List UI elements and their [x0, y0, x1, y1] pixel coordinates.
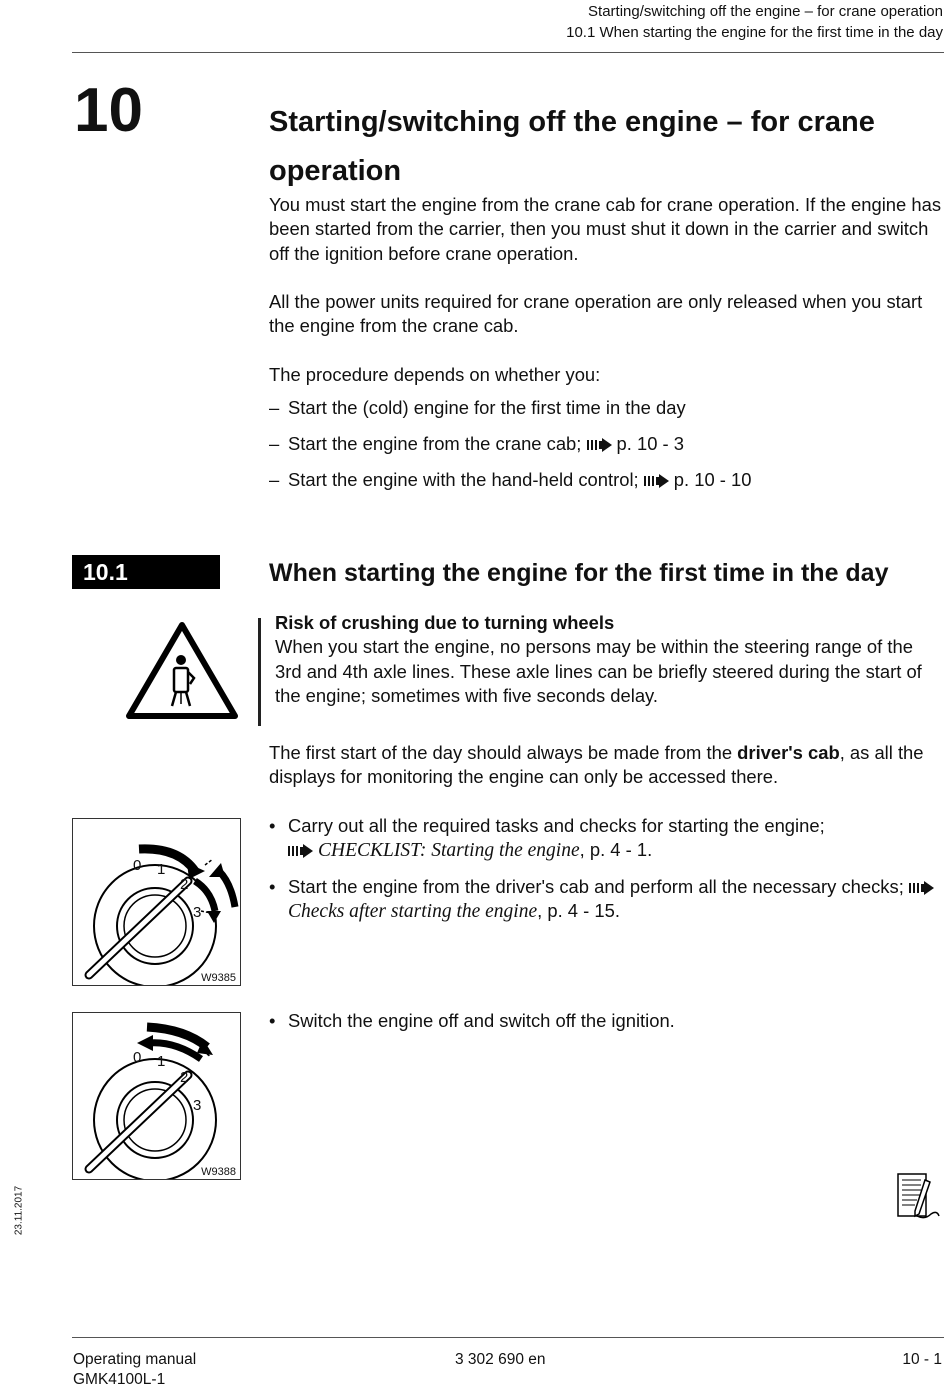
- key-position-0: 0: [133, 1049, 142, 1066]
- cross-reference-page: p. 10 - 10: [673, 469, 752, 490]
- cross-reference-page: , p. 4 - 15.: [537, 900, 620, 922]
- key-position-3: 3: [193, 904, 202, 921]
- warning-text: When you start the engine, no persons may be within the steering range of the 3rd and 4th axle lines. These axle lines can be briefly steered during the start of the engine; sometimes with five seconds delay.: [275, 636, 922, 707]
- warning-title: Risk of crushing due to turning wheels: [275, 612, 615, 633]
- reference-arrow-icon: [909, 881, 935, 895]
- ignition-key-icon: [73, 819, 240, 985]
- reference-arrow-icon: [288, 844, 314, 858]
- footer-page-number: 10 - 1: [902, 1351, 942, 1368]
- bullet-mark: •: [269, 876, 276, 897]
- section-number-badge: 10.1: [72, 555, 220, 589]
- section-paragraph-text-end: , as all the displays for monitoring the engine can only be accessed there.: [269, 742, 924, 788]
- key-position-1: 1: [157, 861, 166, 878]
- bullet-text: Switch the engine off and switch off the ignition.: [288, 1010, 675, 1031]
- warning-block: [275, 611, 943, 709]
- list-item-text: Start the engine with the hand-held control;: [288, 469, 639, 490]
- reference-arrow-icon: [587, 438, 613, 452]
- intro-paragraph-2: All the power units required for crane operation are only released when you start the engine from the crane cab.: [269, 291, 923, 337]
- list-dash: –: [269, 397, 280, 418]
- cross-reference-page: p. 10 - 3: [616, 433, 685, 454]
- checklist-icon: [895, 1172, 941, 1222]
- section-paragraph: [269, 741, 941, 790]
- key-position-2: 2: [180, 1069, 189, 1086]
- warning-crushing-icon: [124, 620, 240, 722]
- section-paragraph-bold: driver's cab: [737, 742, 840, 763]
- bullet-mark: •: [269, 815, 276, 836]
- chapter-number: 10: [74, 76, 143, 145]
- cross-reference-link[interactable]: [587, 433, 684, 454]
- cross-reference-title: Checks after starting the engine: [288, 901, 538, 923]
- key-position-0: 0: [133, 857, 142, 874]
- running-header-section: 10.1 When starting the engine for the first time in the day: [566, 24, 943, 41]
- intro-paragraph-1: You must start the engine from the crane cab for crane operation. If the engine has been started from the carrier, then you must shut it down in the carrier and switch off the ignition before crane operation.: [269, 194, 942, 264]
- footer-model: GMK4100L-1: [73, 1371, 166, 1388]
- intro-paragraph-3: The procedure depends on whether you:: [269, 364, 601, 385]
- footer-rule: [72, 1337, 944, 1338]
- list-item-text: Start the (cold) engine for the first time in the day: [288, 397, 686, 418]
- cross-reference-title: CHECKLIST: Starting the engine: [318, 840, 580, 862]
- reference-arrow-icon: [644, 474, 670, 488]
- bullet-text: Start the engine from the driver's cab and perform all the necessary checks;: [288, 876, 904, 897]
- chapter-title: Starting/switching off the engine – for crane operation: [269, 106, 875, 187]
- ignition-key-off-icon: [73, 1013, 240, 1179]
- warning-bar: [258, 618, 261, 726]
- cross-reference-link[interactable]: [644, 469, 752, 490]
- footer-doc-number: 3 302 690 en: [455, 1351, 546, 1368]
- list-item-text: Start the engine from the crane cab;: [288, 433, 582, 454]
- cross-reference-link[interactable]: [288, 839, 652, 860]
- bullet-mark: •: [269, 1010, 276, 1031]
- key-position-2: 2: [180, 876, 189, 893]
- section-paragraph-text: The first start of the day should always be made from the: [269, 742, 738, 763]
- running-header-title: Starting/switching off the engine – for crane operation: [588, 3, 943, 20]
- ignition-figure-start: [72, 818, 241, 986]
- figure-code: W9385: [201, 972, 236, 984]
- key-position-3: 3: [193, 1097, 202, 1114]
- bullet-text: Carry out all the required tasks and checks for starting the engine;: [288, 815, 825, 836]
- list-dash: –: [269, 469, 280, 490]
- header-rule: [72, 52, 944, 53]
- footer-manual: Operating manual: [73, 1351, 197, 1368]
- ignition-figure-off: [72, 1012, 241, 1180]
- figure-code: W9388: [201, 1166, 236, 1178]
- key-position-1: 1: [157, 1053, 166, 1070]
- section-title: When starting the engine for the first time in the day: [269, 559, 889, 587]
- cross-reference-page: , p. 4 - 1.: [579, 839, 653, 861]
- list-dash: –: [269, 433, 280, 454]
- side-date: 23.11.2017: [13, 1185, 25, 1236]
